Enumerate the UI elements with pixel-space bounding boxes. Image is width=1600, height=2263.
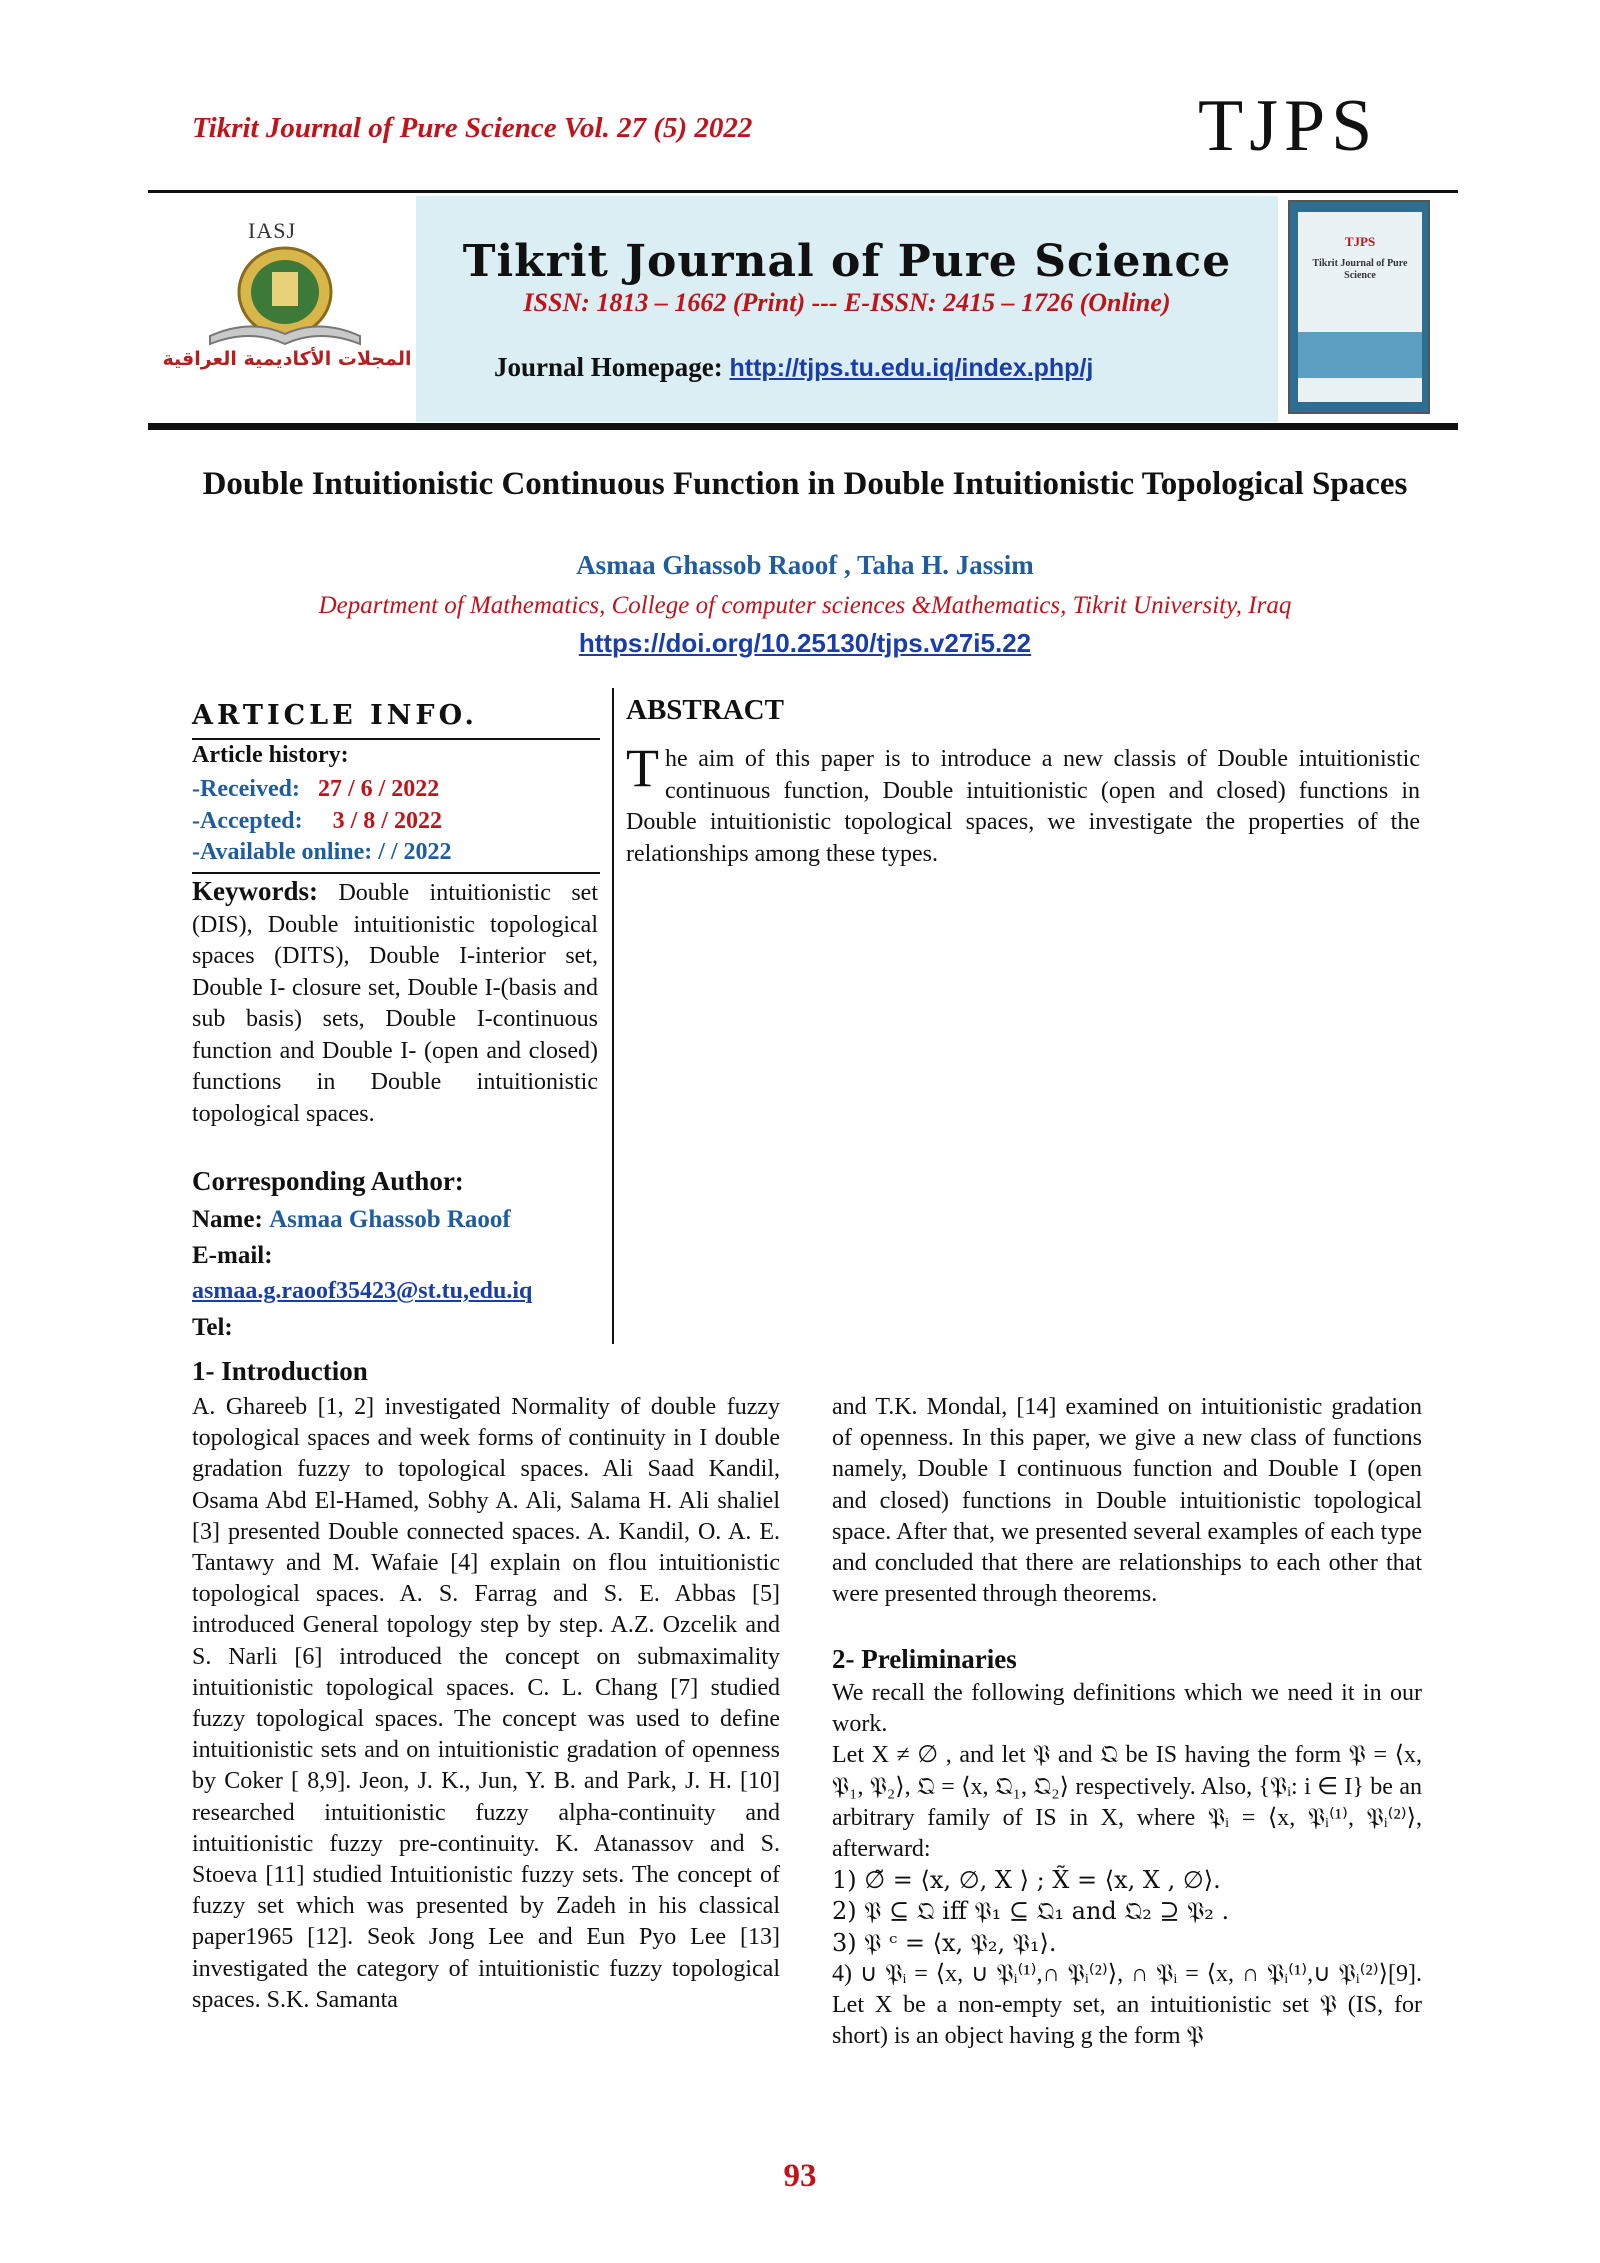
iasj-label: IASJ [248, 218, 297, 243]
abstract-heading: ABSTRACT [626, 694, 784, 726]
accepted-value: 3 / 8 / 2022 [332, 808, 442, 834]
banner-bottom-rule [148, 423, 1458, 430]
preliminaries-heading: 2- Preliminaries [832, 1644, 1017, 1674]
journal-title: Tikrit Journal of Pure Science [462, 236, 1232, 287]
banner-top-rule [148, 190, 1458, 193]
preliminaries-item-2: 2) 𝔓 ⊆ 𝔔 iff 𝔓₁ ⊆ 𝔔₁ and 𝔔₂ ⊇ 𝔓₂ . [832, 1897, 1230, 1926]
divider [192, 738, 600, 740]
article-history-label: Article history: [192, 742, 349, 768]
doi-link[interactable]: https://doi.org/10.25130/tjps.v27i5.22 [578, 628, 1032, 658]
tjps-logo: TJPS [1198, 85, 1379, 167]
cover-title: Tikrit Journal of Pure Science [1312, 258, 1408, 281]
journal-issn: ISSN: 1813 – 1662 (Print) --- E-ISSN: 2415 – 1726 (Online) [523, 288, 1171, 317]
name-value: Asmaa Ghassob Raoof [269, 1206, 511, 1233]
paper-affiliation: Department of Mathematics, College of computer sciences &Mathematics, Tikrit University, Iraq [318, 592, 1292, 619]
received-date [192, 776, 439, 803]
accepted-date [192, 808, 442, 835]
journal-homepage [494, 352, 1093, 383]
received-label: -Received: [192, 776, 300, 802]
preliminaries-item-3: 3) 𝔓 ᶜ = ⟨x, 𝔓₂, 𝔓₁⟩. [832, 1928, 1057, 1957]
keywords-label: Keywords: [192, 876, 318, 906]
journal-cover-image [1288, 200, 1430, 414]
abstract-text: he aim of this paper is to introduce a new classis of Double intuitionistic continuous function, Double intuitionistic (open and closed) functions in Double intuitionistic topological spaces, we investigate the properties of the relationships among these types. [626, 746, 1420, 867]
journal-banner [148, 196, 1458, 422]
email-link[interactable]: asmaa.g.raoof35423@st.tu,edu.iq [192, 1278, 533, 1304]
accepted-label: -Accepted: [192, 808, 303, 834]
preliminaries-item-1: 1) ∅̃ = ⟨x, ∅, X ⟩ ; X̃ = ⟨x, X , ∅⟩. [832, 1866, 1221, 1895]
preliminaries-definition: Let X ≠ ∅ , and let 𝔓 and 𝔔 be IS having the form 𝔓 = ⟨x, 𝔓₁, 𝔓₂⟩, 𝔔 = ⟨x, 𝔔₁, 𝔔₂⟩ respectively. Also, {𝔓ᵢ: i ∈ I} be an arbitrary family of IS in X, where 𝔓ᵢ = ⟨x, 𝔓ᵢ⁽¹⁾, 𝔓ᵢ⁽²⁾⟩, afterward: [832, 1742, 1422, 1863]
introduction-heading: 1- Introduction [192, 1356, 368, 1386]
column-divider [612, 688, 614, 1344]
iasj-emblem-icon [200, 244, 370, 348]
page-number: 93 [783, 2158, 817, 2194]
keywords-text: Double intuitionistic set (DIS), Double intuitionistic topological spaces (DITS), Double I-interior set, Double I- closure set, Double I-(basis and sub basis) sets, Double I-continuous function and Double I- (open and closed) functions in Double intuitionistic topological spaces. [192, 880, 598, 1127]
homepage-label: Journal Homepage: [494, 352, 723, 382]
preliminaries-intro: We recall the following definitions which we need it in our work. [832, 1680, 1422, 1738]
preliminaries-body [832, 1678, 1422, 2052]
cover-tjps: TJPS [1344, 234, 1376, 249]
available-online: -Available online: / / 2022 [192, 839, 452, 865]
homepage-link[interactable]: http://tjps.tu.edu.iq/index.php/j [729, 354, 1094, 382]
received-value: 27 / 6 / 2022 [317, 776, 440, 802]
abstract-body [626, 738, 1420, 870]
iasj-logo [148, 196, 416, 422]
preliminaries-item-4: 4) ∪ 𝔓ᵢ = ⟨x, ∪ 𝔓ᵢ⁽¹⁾,∩ 𝔓ᵢ⁽²⁾⟩, ∩ 𝔓ᵢ = ⟨x, ∩ 𝔓ᵢ⁽¹⁾,∪ 𝔓ᵢ⁽²⁾⟩[9]. Let X be a non-empty set, an intuitionistic set 𝔓 (IS, for short) is an object having g the form 𝔓 [832, 1960, 1422, 2050]
paper-authors: Asmaa Ghassob Raoof , Taha H. Jassim [576, 550, 1034, 580]
abstract-dropcap: T [626, 738, 659, 798]
paper-title: Double Intuitionistic Continuous Function in Double Intuitionistic Topological Spaces [202, 466, 1408, 502]
corresponding-author-label: Corresponding Author: [192, 1166, 464, 1196]
introduction-column-1: A. Ghareeb [1, 2] investigated Normality of double fuzzy topological spaces and week forms of continuity in I double gradation fuzzy to topological spaces. Ali Saad Kandil, Osama Abd El-Hamed, Sobhy A. Ali, Salama H. Ali shaliel [3] presented Double connected spaces. A. Kandil, O. A. E. Tantawy and M. Wafaie [4] explain on flou intuitionistic topological spaces. A. S. Farrag and S. E. Abbas [5] introduced General topology step by step. A.Z. Ozcelik and S. Narli [6] introduced the concept on submaximality intuitionistic topological spaces. C. L. Chang [7] studied fuzzy topological spaces. The concept was used to define intuitionistic sets and on intuitionistic gradation of openness by Coker [ 8,9]. Jeon, J. K., Jun, Y. B. and Park, J. H. [10] researched intuitionistic fuzzy alpha-continuity and intuitionistic fuzzy pre-continuity. K. Atanassov and S. Stoeva [11] studied Intuitionistic fuzzy sets. The concept of fuzzy set which was presented by Zadeh in his classical paper1965 [12]. Seok Jong Lee and Eun Pyo Lee [13] investigated the category of intuitionistic fuzzy topological spaces. S.K. Samanta [192, 1394, 780, 2013]
cover-inner [1298, 212, 1422, 402]
author-name [192, 1206, 511, 1234]
tel-label: Tel: [192, 1314, 233, 1341]
article-info-heading: ARTICLE INFO. [192, 700, 478, 731]
banner-center [416, 196, 1278, 422]
introduction-column-2: and T.K. Mondal, [14] examined on intuitionistic gradation of openness. In this paper, we give a new class of functions namely, Double I continuous function and Double I (open and closed) functions in Double intuitionistic topological space. After that, we presented several examples of each type and concluded that there are relationships to each other that were presented through theorems. [832, 1394, 1422, 1608]
iasj-arabic-label: المجلات الأكاديمية العراقية [162, 348, 412, 370]
running-head: Tikrit Journal of Pure Science Vol. 27 (5) 2022 [192, 112, 753, 144]
email-label: E-mail: [192, 1242, 273, 1269]
cover-strip [1298, 332, 1422, 378]
banner-right [1278, 196, 1458, 422]
keywords [192, 876, 598, 1130]
divider [192, 872, 600, 874]
name-label: Name: [192, 1206, 263, 1233]
